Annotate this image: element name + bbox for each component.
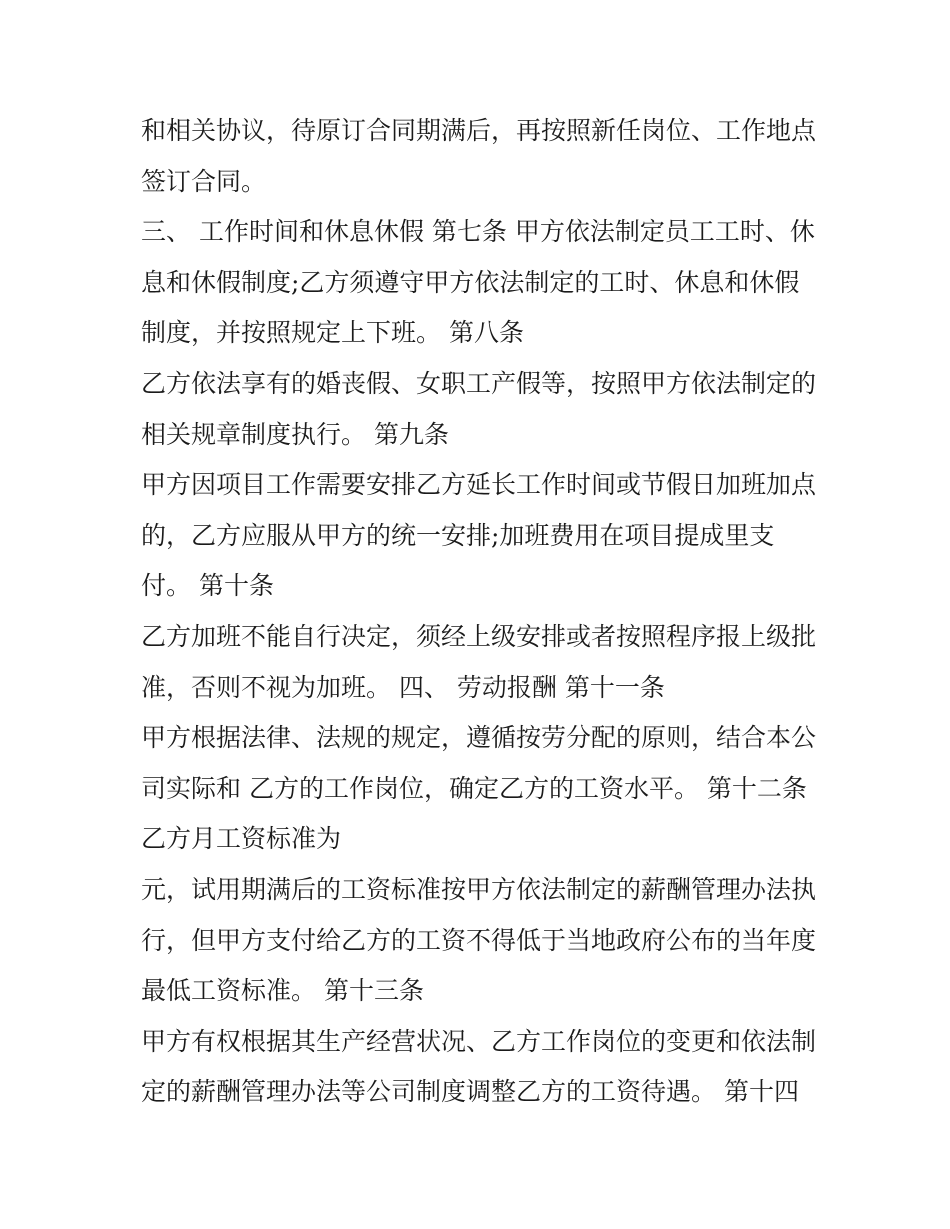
- text-line: 定的薪酬管理办法等公司制度调整乙方的工资待遇。 第十四: [141, 1077, 799, 1107]
- text-line: 付。 第十条: [141, 571, 274, 601]
- text-line: 甲方因项目工作需要安排乙方延长工作时间或节假日加班加点: [141, 470, 817, 500]
- text-line: 签订合同。: [141, 166, 267, 196]
- text-line: 乙方加班不能自行决定，须经上级安排或者按照程序报上级批: [141, 621, 817, 651]
- text-line: 乙方依法享有的婚丧假、女职工产假等，按照甲方依法制定的: [141, 368, 817, 398]
- text-line: 的，乙方应服从甲方的统一安排;加班费用在项目提成里支: [141, 520, 775, 550]
- text-line: 元，试用期满后的工资标准按甲方依法制定的薪酬管理办法执: [141, 874, 817, 904]
- text-line: 制度，并按照规定上下班。 第八条: [141, 318, 524, 348]
- text-line: 相关规章制度执行。 第九条: [141, 419, 449, 449]
- text-line: 和相关协议，待原订合同期满后，再按照新任岗位、工作地点: [141, 116, 817, 145]
- text-line: 甲方有权根据其生产经营状况、乙方工作岗位的变更和依法制: [141, 1026, 817, 1056]
- text-line: 司实际和 乙方的工作岗位，确定乙方的工资水平。 第十二条: [141, 773, 807, 803]
- text-line: 息和休假制度;乙方须遵守甲方依法制定的工时、休息和休假: [141, 267, 800, 297]
- contract-text: [141, 106, 831, 1118]
- text-line: 乙方月工资标准为: [141, 824, 342, 854]
- text-line: 三、 工作时间和休息休假 第七条 甲方依法制定员工工时、休: [141, 217, 815, 247]
- text-line: 甲方根据法律、法规的规定，遵循按劳分配的原则，结合本公: [141, 723, 817, 753]
- text-line: 行，但甲方支付给乙方的工资不得低于当地政府公布的当年度: [141, 925, 817, 955]
- text-line: 准，否则不视为加班。 四、 劳动报酬 第十一条: [141, 672, 665, 702]
- text-line: 最低工资标准。 第十三条: [141, 976, 424, 1006]
